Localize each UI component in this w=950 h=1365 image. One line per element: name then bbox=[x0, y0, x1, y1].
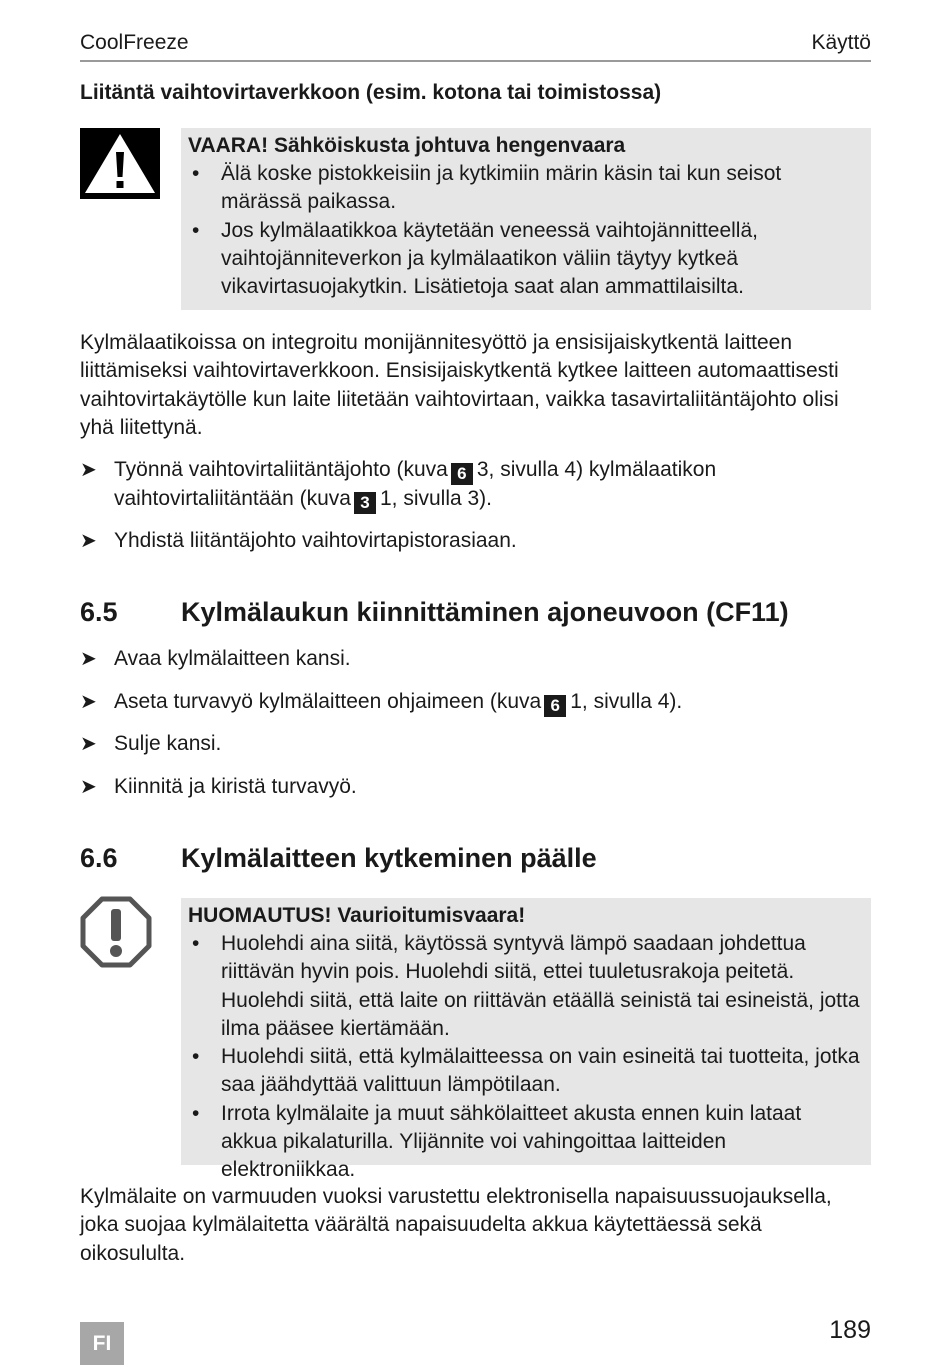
arrow-bullet-icon: ➤ bbox=[80, 459, 97, 481]
polarity-paragraph: Kylmälaite on varmuuden vuoksi varustettu elektronisella napaisuussuojauksella, joka suojaa kylmälaitetta väärältä napaisuudelta akkua käytettäessä sekä oikosululta. bbox=[80, 1185, 832, 1265]
danger-warning-box bbox=[181, 128, 871, 310]
notice-box bbox=[181, 898, 871, 1182]
page-number: 189 bbox=[829, 1316, 871, 1344]
notice-item: • Huolehdi siitä, että kylmälaitteessa on vain esineitä tai tuotteita, jotka saa jäähdyttää valittuun lämpötilaan. bbox=[188, 1043, 861, 1100]
danger-item: • Älä koske pistokkeisiin ja kytkimiin märin käsin tai kun seisot märässä paikassa. bbox=[188, 160, 861, 217]
notice-title: HUOMAUTUS! Vaurioitumisvaara! bbox=[188, 904, 526, 927]
step-item: ➤ Aseta turvavyö kylmälaitteen ohjaimeen (kuva 6 1, sivulla 4). bbox=[80, 690, 683, 715]
step-item: ➤ Kiinnitä ja kiristä turvavyö. bbox=[80, 773, 871, 801]
step-item: ➤ Avaa kylmälaitteen kansi. bbox=[80, 645, 871, 673]
arrow-bullet-icon: ➤ bbox=[80, 530, 97, 552]
language-badge: FI bbox=[80, 1322, 124, 1365]
danger-title: VAARA! Sähköiskusta johtuva hengenvaara bbox=[188, 134, 626, 157]
section-heading-6-6: 6.6 Kylmälaitteen kytkeminen päälle bbox=[80, 843, 597, 873]
figure-ref-badge: 6 bbox=[544, 695, 566, 717]
notice-octagon-icon bbox=[80, 896, 152, 968]
intro-paragraph: Kylmälaatikoissa on integroitu monijännitesyöttö ja ensisijaiskytkentä laitteen liittämiseksi vaihtovirtaverkkoon. Ensisijaiskytkentä kytkee laitteen automaattisesti vaihtovirtakäytölle kun laite liitetään vaihtovirtaan, vaikka tasavirtaliitäntäjohto olisi yhä liitettynä. bbox=[80, 331, 839, 439]
figure-ref-badge: 3 bbox=[354, 492, 376, 514]
arrow-bullet-icon: ➤ bbox=[80, 691, 97, 713]
header-rule bbox=[80, 60, 871, 62]
step-item: ➤ Sulje kansi. bbox=[80, 730, 871, 758]
notice-item: • Irrota kylmälaite ja muut sähkölaitteet akusta ennen kuin lataat akkua pikalaturilla. Ylijännite voi vahingoittaa laitteiden elektroniikkaa. bbox=[188, 1100, 861, 1185]
notice-item: • Huolehdi aina siitä, käytössä syntyvä lämpö saadaan johdettua riittävän hyvin pois. Huolehdi siitä, ettei tuuletusrakoja peitetä. Huolehdi siitä, että laite on riittävän etäällä seinistä tai esineistä, jotta ilma pääsee kiertämään. bbox=[188, 930, 861, 1043]
header-product: CoolFreeze bbox=[80, 31, 189, 54]
arrow-bullet-icon: ➤ bbox=[80, 648, 97, 670]
arrow-bullet-icon: ➤ bbox=[80, 776, 97, 798]
step-item: ➤ Yhdistä liitäntäjohto vaihtovirtapistorasiaan. bbox=[80, 527, 871, 555]
header-chapter: Käyttö bbox=[811, 31, 871, 54]
step-item: ➤ Työnnä vaihtovirtaliitäntäjohto (kuva 6 3, sivulla 4) kylmälaatikon vaihtovirtaliitäntään (kuva 3 1, sivulla 3). bbox=[80, 458, 717, 512]
arrow-bullet-icon: ➤ bbox=[80, 733, 97, 755]
danger-item: • Jos kylmälaatikkoa käytetään veneessä vaihtojännitteellä, vaihtojänniteverkon ja kylmälaatikon väliin täytyy kytkeä vikavirtasuojakytkin. Lisätietoja saat alan ammattilaisilta. bbox=[188, 217, 861, 302]
manual-page bbox=[80, 0, 871, 1365]
warning-triangle-icon bbox=[80, 128, 160, 199]
section-title: Liitäntä vaihtovirtaverkkoon (esim. kotona tai toimistossa) bbox=[80, 81, 662, 104]
section-heading-6-5: 6.5 Kylmälaukun kiinnittäminen ajoneuvoon (CF11) bbox=[80, 597, 789, 627]
figure-ref-badge: 6 bbox=[451, 463, 473, 485]
